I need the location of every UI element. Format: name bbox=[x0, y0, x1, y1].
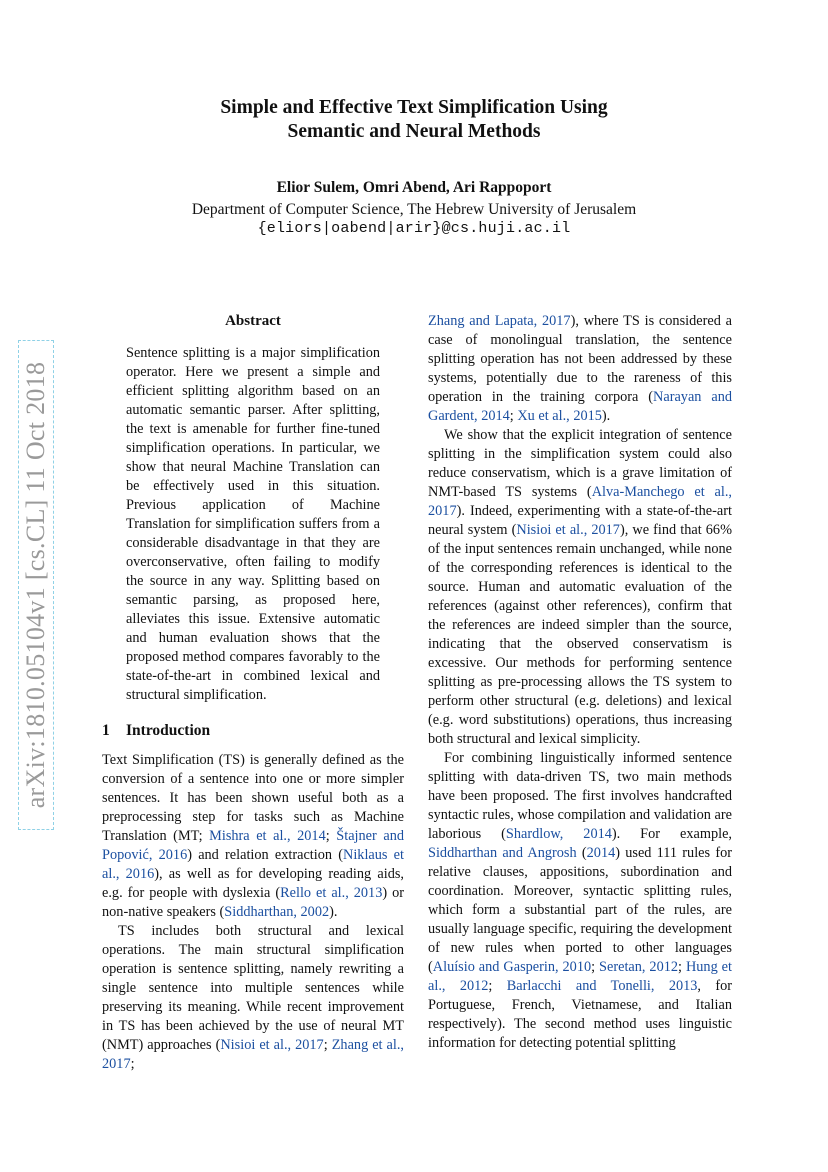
arxiv-identifier: arXiv:1810.05104v1 [cs.CL] 11 Oct 2018 bbox=[21, 361, 50, 809]
text-run: ). For example, bbox=[611, 826, 732, 842]
text-run: TS includes both structural and lexical operations. The main structural simplification operation is sentence splitting, namely rewriting a single sentence into multiple sentences while preserving its meaning. While recent improvement in TS has been achieved by the use of neural MT (NMT) approaches ( bbox=[102, 923, 404, 1053]
text-run: ) and relation extraction ( bbox=[187, 847, 343, 863]
text-run: ). Indeed, experimenting with a state-of-the-art neural system ( bbox=[428, 503, 732, 538]
citation-link[interactable]: Hung et al., 2012 bbox=[428, 959, 732, 994]
text-run: ) used 111 rules for relative clauses, appositions, subordination and coordination. Moreover, syntactic splitting rules, which form a substantial part of the rules, are usually language specific, requiring the development of new rules when ported to other languages ( bbox=[428, 845, 732, 975]
intro-paragraph-2 bbox=[102, 922, 404, 1074]
citation-link[interactable]: Shardlow, 2014 bbox=[505, 826, 612, 842]
title-line-1: Simple and Effective Text Simplification Using bbox=[220, 97, 608, 118]
citation-link[interactable]: Štajner and Popović, 2016 bbox=[102, 828, 404, 863]
left-column bbox=[102, 312, 404, 1074]
citation-link[interactable]: Narayan and Gardent, 2014 bbox=[428, 389, 733, 424]
text-run: ; bbox=[488, 978, 507, 994]
text-run: Text Simplification (TS) is generally defined as the conversion of a sentence into one or more simpler sentences. It has been shown useful both as a preprocessing step for tasks such as Machine Translation (MT; bbox=[102, 752, 404, 844]
text-run: ; bbox=[325, 828, 337, 844]
text-run: , for Portuguese, French, Vietnamese, and Italian respectively). The second method uses linguistic information for detecting potential splitting bbox=[428, 978, 733, 1051]
paper-title bbox=[0, 96, 828, 144]
citation-link[interactable]: Mishra et al., 2014 bbox=[209, 828, 326, 844]
citation-link[interactable]: Nisioi et al., 2017 bbox=[516, 522, 620, 538]
text-run: ). bbox=[329, 904, 338, 920]
text-run: ) or non-native speakers ( bbox=[102, 885, 404, 920]
right-paragraph-3 bbox=[428, 749, 732, 1053]
text-run: We show that the explicit integration of sentence splitting in the simplification system could also reduce conservatism, which is a grave limitation of NMT-based TS systems ( bbox=[428, 427, 732, 500]
text-run: ), as well as for developing reading aids, e.g. for people with dyslexia ( bbox=[102, 866, 404, 901]
citation-link[interactable]: Zhang and Lapata, 2017 bbox=[428, 313, 571, 329]
text-run: ; bbox=[323, 1037, 332, 1053]
citation-link[interactable]: Niklaus et al., 2016 bbox=[102, 847, 404, 882]
authors: Elior Sulem, Omri Abend, Ari Rappoport bbox=[276, 179, 552, 196]
citation-link[interactable]: Alva-Manchego et al., 2017 bbox=[428, 484, 732, 519]
citation-link[interactable]: Barlacchi and Tonelli, 2013 bbox=[506, 978, 698, 994]
right-paragraph-1 bbox=[428, 312, 732, 426]
text-run: ), we find that 66% of the input sentences remain unchanged, while none of the corresponding references is identical to the source. Human and automatic evaluation of the references (against other references), confirm that the references are indeed simpler than the source, indicating that the observed conservatism is excessive. Our methods for performing sentence splitting as pre-processing allows the TS system to perform other structural (e.g. deletions) and lexical (e.g. word substitutions) operations, thus increasing both structural and lexical simplicity. bbox=[428, 522, 732, 747]
section-number: 1 bbox=[102, 722, 110, 739]
arxiv-stamp bbox=[18, 340, 54, 830]
section-heading-introduction bbox=[102, 721, 404, 740]
citation-link[interactable]: 2014 bbox=[586, 845, 616, 861]
affiliation: Department of Computer Science, The Hebrew University of Jerusalem bbox=[191, 201, 637, 218]
text-run: ; bbox=[509, 408, 518, 424]
text-run: ; bbox=[130, 1056, 135, 1072]
title-line-2: Semantic and Neural Methods bbox=[287, 121, 541, 142]
abstract-heading: Abstract bbox=[225, 313, 281, 329]
citation-link[interactable]: Siddharthan, 2002 bbox=[224, 904, 330, 920]
intro-paragraph-1 bbox=[102, 751, 404, 922]
text-run: ; bbox=[678, 959, 686, 975]
right-paragraph-2 bbox=[428, 426, 732, 749]
text-run: ), where TS is considered a case of monolingual translation, the sentence splitting operation has not been addressed by these systems, potentially due to the rareness of this operation in the training corpora ( bbox=[428, 313, 732, 405]
citation-link[interactable]: Seretan, 2012 bbox=[599, 959, 679, 975]
citation-link[interactable]: Xu et al., 2015 bbox=[517, 408, 602, 424]
text-run: For combining linguistically informed sentence splitting with data-driven TS, two main methods have been proposed. The first involves handcrafted syntactic rules, whose compilation and validation are laborious ( bbox=[428, 750, 732, 842]
citation-link[interactable]: Aluísio and Gasperin, 2010 bbox=[432, 959, 592, 975]
email: {eliors|oabend|arir}@cs.huji.ac.il bbox=[257, 220, 571, 237]
citation-link[interactable]: Rello et al., 2013 bbox=[280, 885, 383, 901]
citation-link[interactable]: Siddharthan and Angrosh bbox=[428, 845, 577, 861]
text-run: ( bbox=[576, 845, 587, 861]
text-run: ). bbox=[601, 408, 611, 424]
citation-link[interactable]: Zhang et al., 2017 bbox=[102, 1037, 404, 1072]
abstract-text: Sentence splitting is a major simplification operator. Here we present a simple and efficient splitting algorithm based on an automatic semantic parser. After splitting, the text is amenable for further fine-tuned simplification operations. In particular, we show that neural Machine Translation can be effectively used in this situation. Previous application of Machine Translation for simplification suffers from a considerable disadvantage in that they are overconservative, often failing to modify the source in any way. Splitting based on semantic parsing, as proposed here, alleviates this issue. Extensive automatic and human evaluation shows that the proposed method compares favorably to the state-of-the-art in combined lexical and structural simplification. bbox=[126, 345, 380, 703]
text-run: ; bbox=[591, 959, 600, 975]
right-column bbox=[428, 312, 732, 1053]
section-title: Introduction bbox=[126, 722, 211, 739]
citation-link[interactable]: Nisioi et al., 2017 bbox=[220, 1037, 324, 1053]
